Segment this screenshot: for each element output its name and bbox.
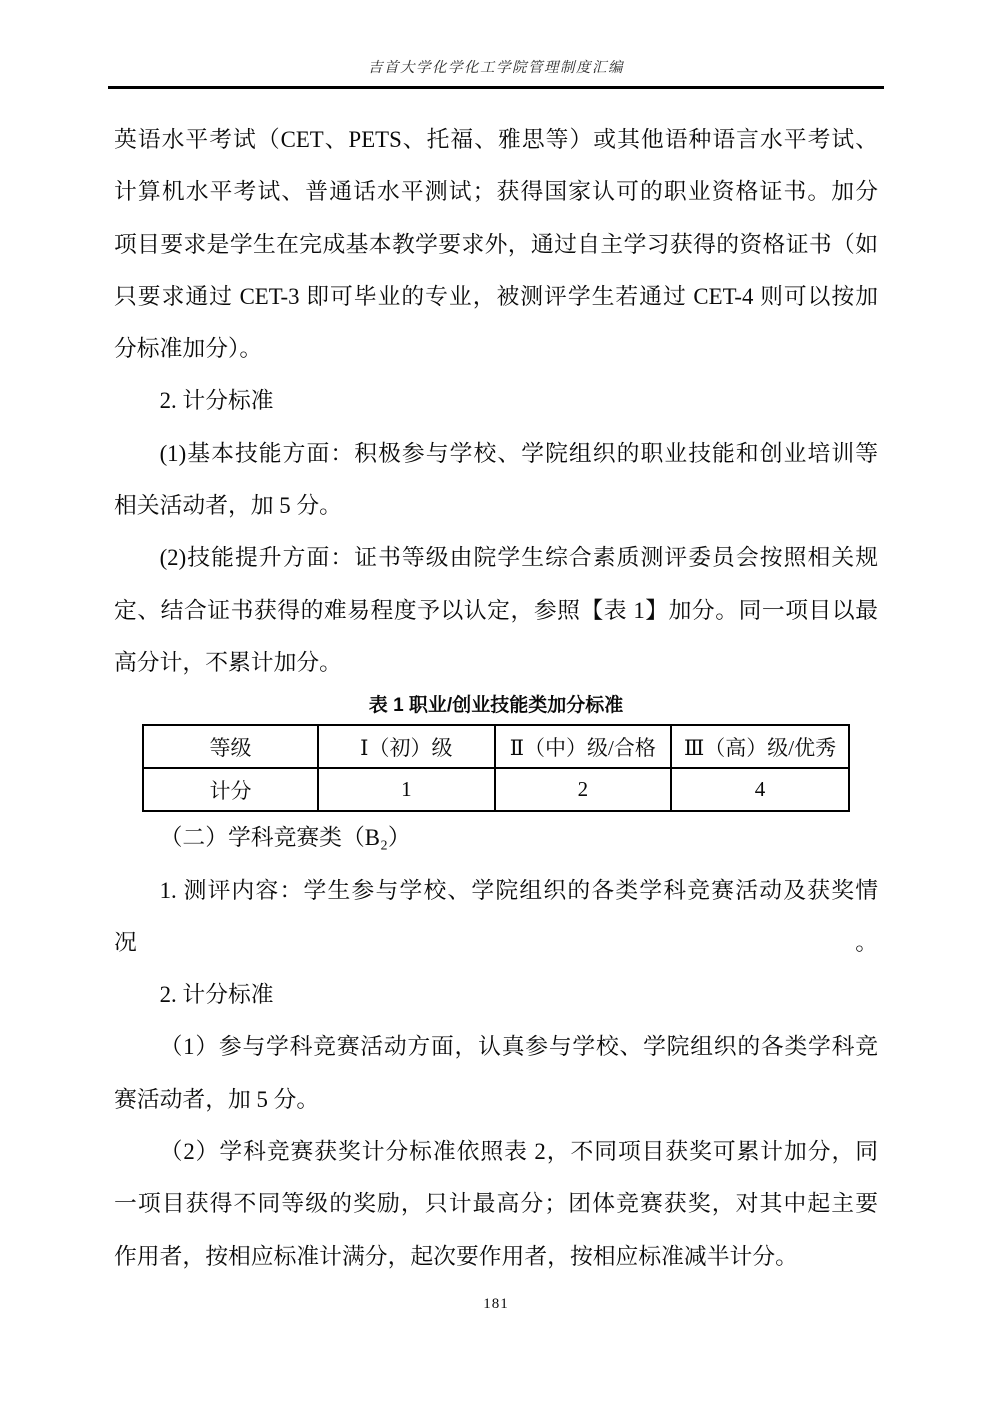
paragraph [114, 1126, 878, 1283]
table-header-cell: 等级 [143, 725, 318, 768]
text-line: 1. 测评内容：学生参与学校、学院组织的各类学科竞赛活动及获奖情况。 [114, 877, 878, 955]
table-header-row [143, 725, 849, 768]
text-line: 分标准加分）。 [114, 336, 263, 362]
body-before-table [114, 114, 878, 689]
text-line: 计算机水平考试、普通话水平测试；获得国家认可的职业资格证书。加分 [114, 179, 878, 205]
text-line: 赛活动者，加 5 分。 [114, 1086, 320, 1112]
text-line: （二）学科竞赛类（B₂） [159, 825, 411, 851]
table-cell: 1 [318, 768, 495, 811]
text-line: 作用者，按相应标准计满分，起次要作用者，按相应标准减半计分。 [114, 1243, 798, 1269]
paragraph [114, 428, 878, 533]
text-line: (1)基本技能方面：积极参与学校、学院组织的职业技能和创业培训等 [159, 440, 878, 466]
text-line: （1）参与学科竞赛活动方面，认真参与学校、学院组织的各类学科竞 [159, 1034, 878, 1060]
table-caption: 表 1 职业/创业技能类加分标准 [368, 695, 624, 717]
running-header [108, 0, 884, 89]
paragraph [114, 375, 878, 427]
text-line: 相关活动者，加 5 分。 [114, 493, 342, 519]
table-header-cell: Ⅰ（初）级 [318, 725, 495, 768]
text-line: 定、结合证书获得的难易程度予以认定，参照【表 1】加分。同一项目以最 [114, 597, 878, 623]
header-rule [108, 86, 884, 89]
text-line: （2）学科竞赛获奖计分标准依照表 2，不同项目获奖可累计加分，同 [159, 1139, 878, 1165]
text-line: 英语水平考试（CET、PETS、托福、雅思等）或其他语种语言水平考试、 [114, 127, 878, 152]
text-line: (2)技能提升方面：证书等级由院学生综合素质测评委员会按照相关规 [159, 545, 878, 571]
table-cell: 4 [671, 768, 849, 811]
table-header-cell: Ⅲ（高）级/优秀 [671, 725, 849, 768]
score-table [142, 724, 850, 812]
text-line: 高分计，不累计加分。 [114, 649, 342, 675]
paragraph [114, 532, 878, 689]
paragraph [114, 865, 878, 970]
text-line: 项目要求是学生在完成基本教学要求外，通过自主学习获得的资格证书（如 [114, 231, 878, 257]
page-number: 181 [483, 1296, 509, 1312]
paragraph [114, 114, 878, 375]
table-cell: 2 [495, 768, 672, 811]
table-cell: 计分 [143, 768, 318, 811]
text-line: 2. 计分标准 [159, 982, 274, 1008]
paragraph [114, 969, 878, 1021]
text-line: 一项目获得不同等级的奖励，只计最高分；团体竞赛获奖，对其中起主要 [114, 1191, 878, 1217]
paragraph [114, 812, 878, 864]
table-header-cell: Ⅱ（中）级/合格 [495, 725, 672, 768]
text-line: 只要求通过 CET-3 即可毕业的专业，被测评学生若通过 CET-4 则可以按加 [114, 283, 878, 309]
text-line: 2. 计分标准 [159, 388, 274, 414]
table-row [143, 768, 849, 811]
body-after-table [114, 812, 878, 1283]
paragraph [114, 1021, 878, 1126]
header-title: 吉首大学化学化工学院管理制度汇编 [368, 60, 624, 76]
